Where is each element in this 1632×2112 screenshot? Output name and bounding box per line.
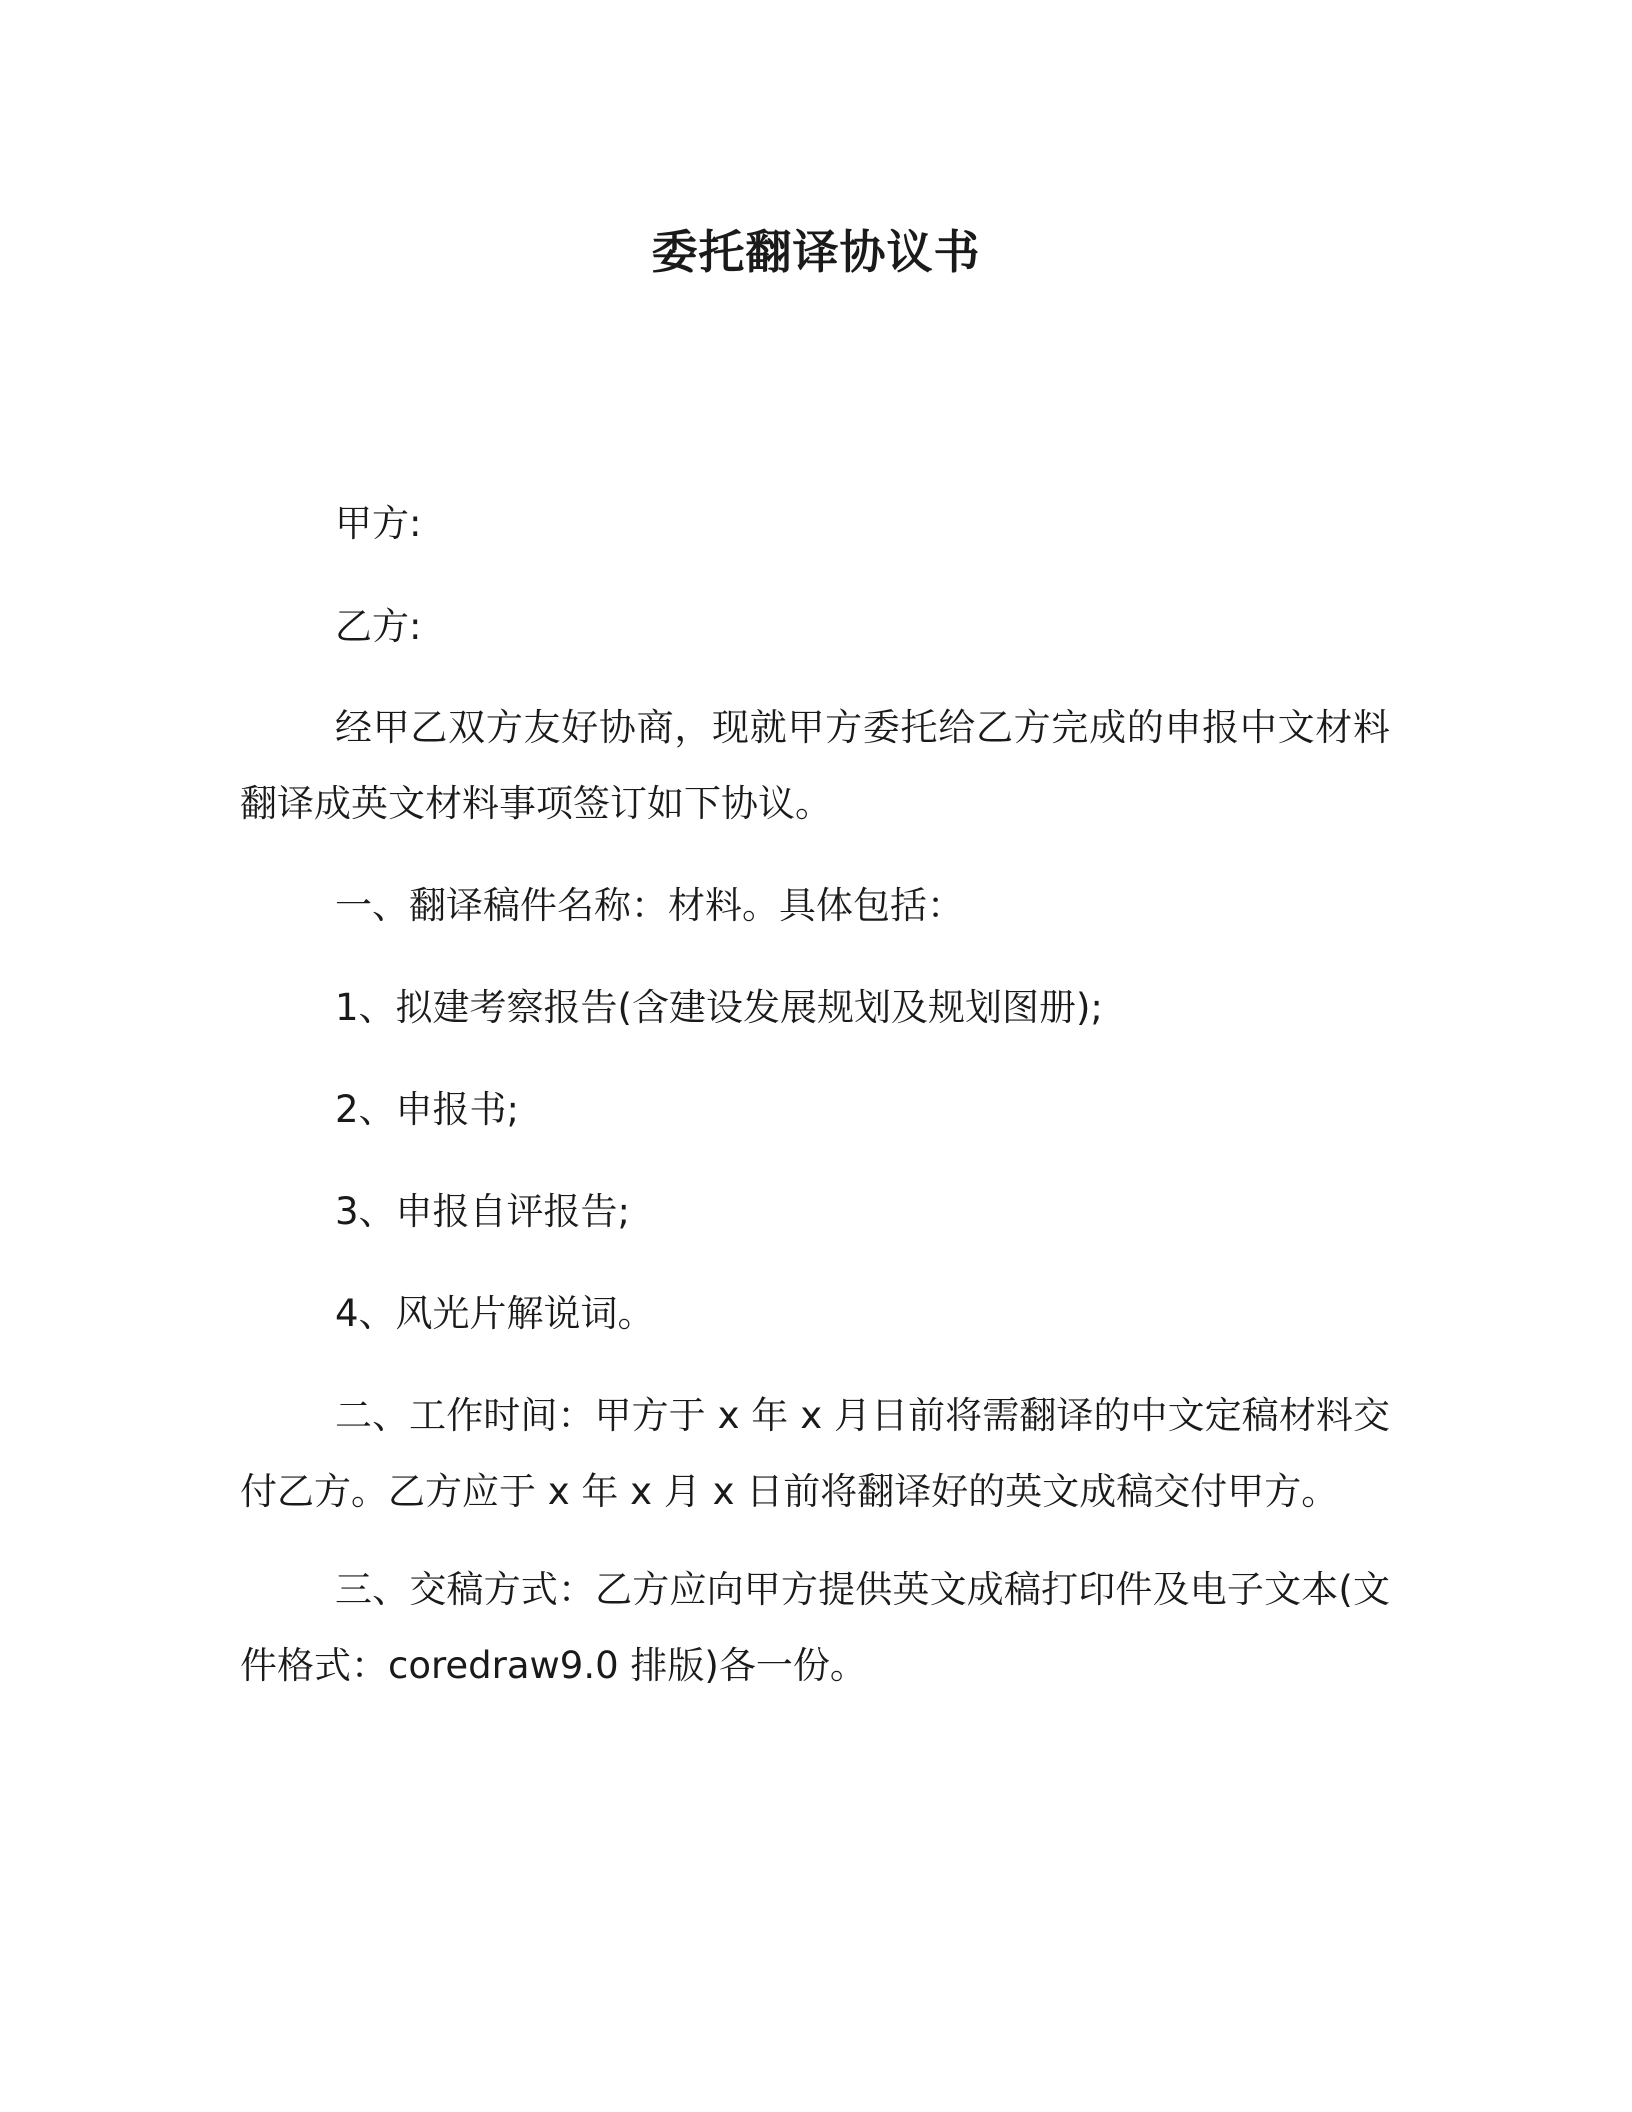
party-b-line: 乙方: — [335, 605, 422, 648]
document-title: 委托翻译协议书 — [651, 225, 981, 279]
list-item-2: 2、申报书; — [335, 1088, 520, 1131]
section-two-paragraph: 二、工作时间：甲方于 x 年 x 月日前将需翻译的中文定稿材料交付乙方。乙方应于 x 年 x 月 x 日前将翻译好的英文成稿交付甲方。 — [240, 1394, 1390, 1513]
intro-paragraph: 经甲乙双方友好协商，现就甲方委托给乙方完成的申报中文材料翻译成英文材料事项签订如下协议。 — [240, 706, 1390, 825]
list-item-1: 1、拟建考察报告(含建设发展规划及规划图册); — [335, 986, 1103, 1029]
section-one-heading: 一、翻译稿件名称：材料。具体包括： — [335, 884, 964, 927]
party-a-line: 甲方: — [335, 502, 422, 545]
section-three-paragraph: 三、交稿方式：乙方应向甲方提供英文成稿打印件及电子文本(文件格式：coredraw9.0 排版)各一份。 — [240, 1568, 1390, 1687]
list-item-4: 4、风光片解说词。 — [335, 1292, 655, 1335]
list-item-3: 3、申报自评报告; — [335, 1190, 631, 1233]
